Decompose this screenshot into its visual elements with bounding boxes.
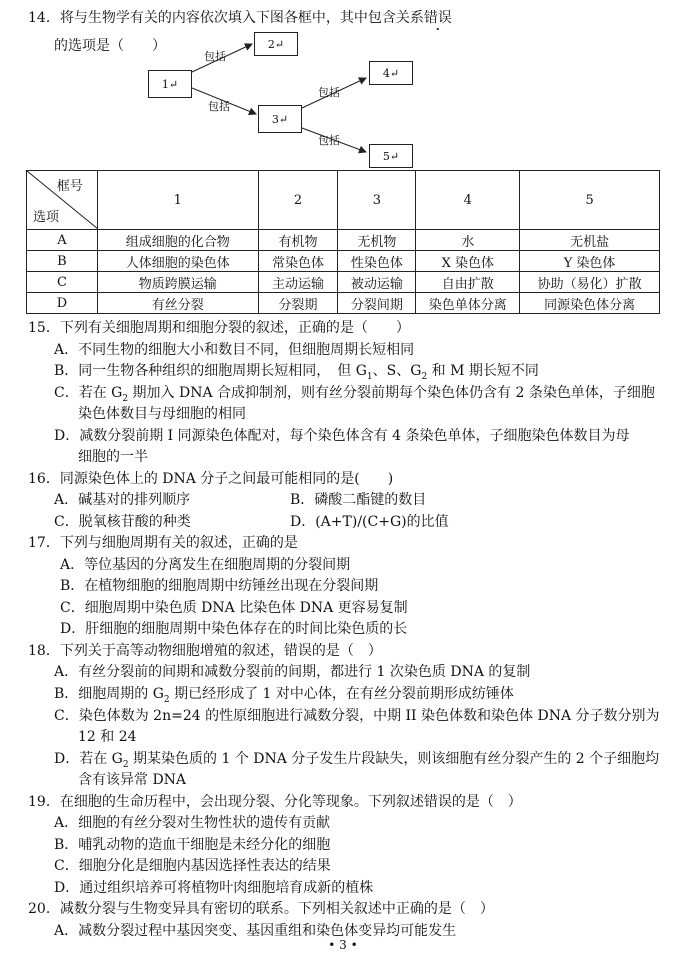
q15-option-a: A．不同生物的细胞大小和数目不同，但细胞周期长短相同 (54, 342, 415, 358)
column-header: 4 (416, 171, 520, 230)
column-header: 3 (338, 171, 416, 230)
table-cell: 水 (416, 230, 520, 251)
q17-option-b: B．在植物细胞的细胞周期中纺锤丝出现在分裂间期 (60, 578, 379, 594)
table-cell: 自由扩散 (416, 272, 520, 293)
q20-option-a: A．减数分裂过程中基因突变、基因重组和染色体变异均可能发生 (54, 923, 457, 939)
q14-options-table (26, 170, 660, 314)
q19-option-c: C．细胞分化是细胞内基因选择性表达的结果 (54, 858, 331, 874)
q19-option-b: B．哺乳动物的造血干细胞是未经分化的细胞 (54, 837, 331, 853)
edge-label-1-3: 包括 (208, 100, 230, 113)
q15-b-text-1: B．同一生物各种组织的细胞周期长短相同， 但 G (54, 363, 367, 379)
q15-c-text-1: C．若在 G (54, 385, 123, 401)
table-cell: 无机盐 (520, 230, 660, 251)
table-corner-cell (27, 171, 98, 230)
table-cell: 有机物 (258, 230, 338, 251)
table-cell: 同源染色体分离 (520, 293, 660, 314)
edge-label-1-2: 包括 (204, 50, 226, 63)
table-cell: 组成细胞的化合物 (97, 230, 258, 251)
q19-option-a: A．细胞的有丝分裂对生物性状的遗传有贡献 (54, 815, 331, 831)
row-label: D (27, 293, 98, 314)
table-cell: 物质跨膜运输 (97, 272, 258, 293)
diagram-box-1: 1↵ (148, 70, 192, 98)
q16-option-c: C．脱氧核苷酸的种类 (54, 514, 191, 530)
edge-label-3-4: 包括 (318, 86, 340, 99)
corner-label-box-number: 框号 (56, 179, 83, 194)
table-row (27, 293, 660, 314)
q16-option-b: B．磷酸二酯键的数目 (290, 492, 427, 508)
q18-d-text-2: 期某染色质的 1 个 DNA 分子发生片段缺失，则该细胞有丝分裂产生的 2 个子细胞均 (128, 751, 660, 767)
q15-c-text-2: 期加入 DNA 合成抑制剂，则有丝分裂前期每个染色体仍含有 2 条染色单体，子细胞 (128, 385, 655, 401)
q16-option-d: D．(A+T)/(C+G)的比值 (290, 514, 449, 530)
q18-option-c-cont: 12 和 24 (78, 729, 137, 745)
table-cell: 分裂间期 (338, 293, 416, 314)
q20-stem: 20．减数分裂与生物变异具有密切的联系。下列相关叙述中正确的是（ ） (28, 901, 494, 917)
table-cell: 协助（易化）扩散 (520, 272, 660, 293)
q15-option-c-cont: 染色体数目与母细胞的相同 (78, 406, 246, 422)
table-cell: 被动运输 (338, 272, 416, 293)
q18-d-sub: 2 (122, 759, 129, 770)
table-header-row (27, 171, 660, 230)
q15-stem: 15．下列有关细胞周期和细胞分裂的叙述，正确的是（ ） (28, 320, 410, 336)
table-cell: 人体细胞的染色体 (97, 251, 258, 272)
q14-stem-text: 14．将与生物学有关的内容依次填入下图各框中，其中包含关系 (28, 10, 424, 26)
column-header: 1 (97, 171, 258, 230)
table-cell: 性染色体 (338, 251, 416, 272)
q14-diagram-arrows (0, 0, 686, 170)
page-number: • 3 • (328, 938, 358, 952)
edge-label-3-5: 包括 (318, 134, 340, 147)
q18-stem: 18．下列关于高等动物细胞增殖的叙述，错误的是（ ） (28, 643, 382, 659)
q18-b-text-1: B．细胞周期的 G (54, 686, 164, 702)
diagram-box-5: 5↵ (369, 144, 413, 168)
table-cell: 分裂期 (258, 293, 338, 314)
q17-option-a: A．等位基因的分离发生在细胞周期的分裂间期 (60, 557, 351, 573)
q15-c-sub: 2 (122, 393, 129, 404)
q15-b-sub-1: 1 (366, 371, 373, 382)
q18-option-d-cont: 含有该异常 DNA (78, 772, 187, 788)
table-row (27, 230, 660, 251)
q18-option-c: C．染色体数为 2n=24 的性原细胞进行减数分裂，中期 II 染色体数和染色体 DNA 分子数分别为 (54, 708, 660, 724)
row-label: A (27, 230, 98, 251)
diagram-box-2: 2↵ (254, 32, 298, 56)
table-row (27, 251, 660, 272)
diagram-box-3: 3↵ (258, 105, 302, 133)
q15-option-d: D．减数分裂前期 I 同源染色体配对，每个染色体含有 4 条染色单体，子细胞染色体数目为母 (54, 428, 630, 444)
q19-option-d: D．通过组织培养可将植物叶肉细胞培育成新的植株 (54, 880, 374, 896)
corner-label-option: 选项 (33, 210, 60, 225)
row-label: C (27, 272, 98, 293)
table-cell: 有丝分裂 (97, 293, 258, 314)
q16-stem: 16．同源染色体上的 DNA 分子之间最可能相同的是( ) (28, 471, 394, 487)
q14-emphasis: 错误 (423, 10, 452, 26)
table-cell: 无机物 (338, 230, 416, 251)
q18-b-sub: 2 (163, 694, 170, 705)
q17-stem: 17．下列与细胞周期有关的叙述，正确的是 (28, 535, 298, 551)
q18-d-text-1: D．若在 G (54, 751, 123, 767)
table-row (27, 272, 660, 293)
table-cell: 常染色体 (258, 251, 338, 272)
table-cell: 染色单体分离 (416, 293, 520, 314)
column-header: 5 (520, 171, 660, 230)
q14-stem-cont: 的选项是（ ） (54, 38, 166, 54)
q18-b-text-2: 期已经形成了 1 对中心体，在有丝分裂前期形成纺锤体 (169, 686, 514, 702)
row-label: B (27, 251, 98, 272)
q16-option-a: A．碱基对的排列顺序 (54, 492, 191, 508)
q15-b-text-3: 和 M 期长短不同 (427, 363, 539, 379)
table-cell: 主动运输 (258, 272, 338, 293)
q17-option-d: D．肝细胞的细胞周期中染色体存在的时间比染色质的长 (60, 621, 408, 637)
column-header: 2 (258, 171, 338, 230)
table-cell: X 染色体 (416, 251, 520, 272)
diagram-box-4: 4↵ (369, 61, 413, 85)
q15-b-sub-2: 2 (421, 371, 428, 382)
q17-option-c: C．细胞周期中染色质 DNA 比染色体 DNA 更容易复制 (60, 600, 408, 616)
q18-option-a: A．有丝分裂前的间期和减数分裂前的间期，都进行 1 次染色质 DNA 的复制 (54, 664, 531, 680)
q15-b-text-2: 、S、G (372, 363, 422, 379)
table-cell: Y 染色体 (520, 251, 660, 272)
q19-stem: 19．在细胞的生命历程中，会出现分裂、分化等现象。下列叙述错误的是（ ） (28, 794, 522, 810)
q15-option-d-cont: 细胞的一半 (78, 449, 148, 465)
